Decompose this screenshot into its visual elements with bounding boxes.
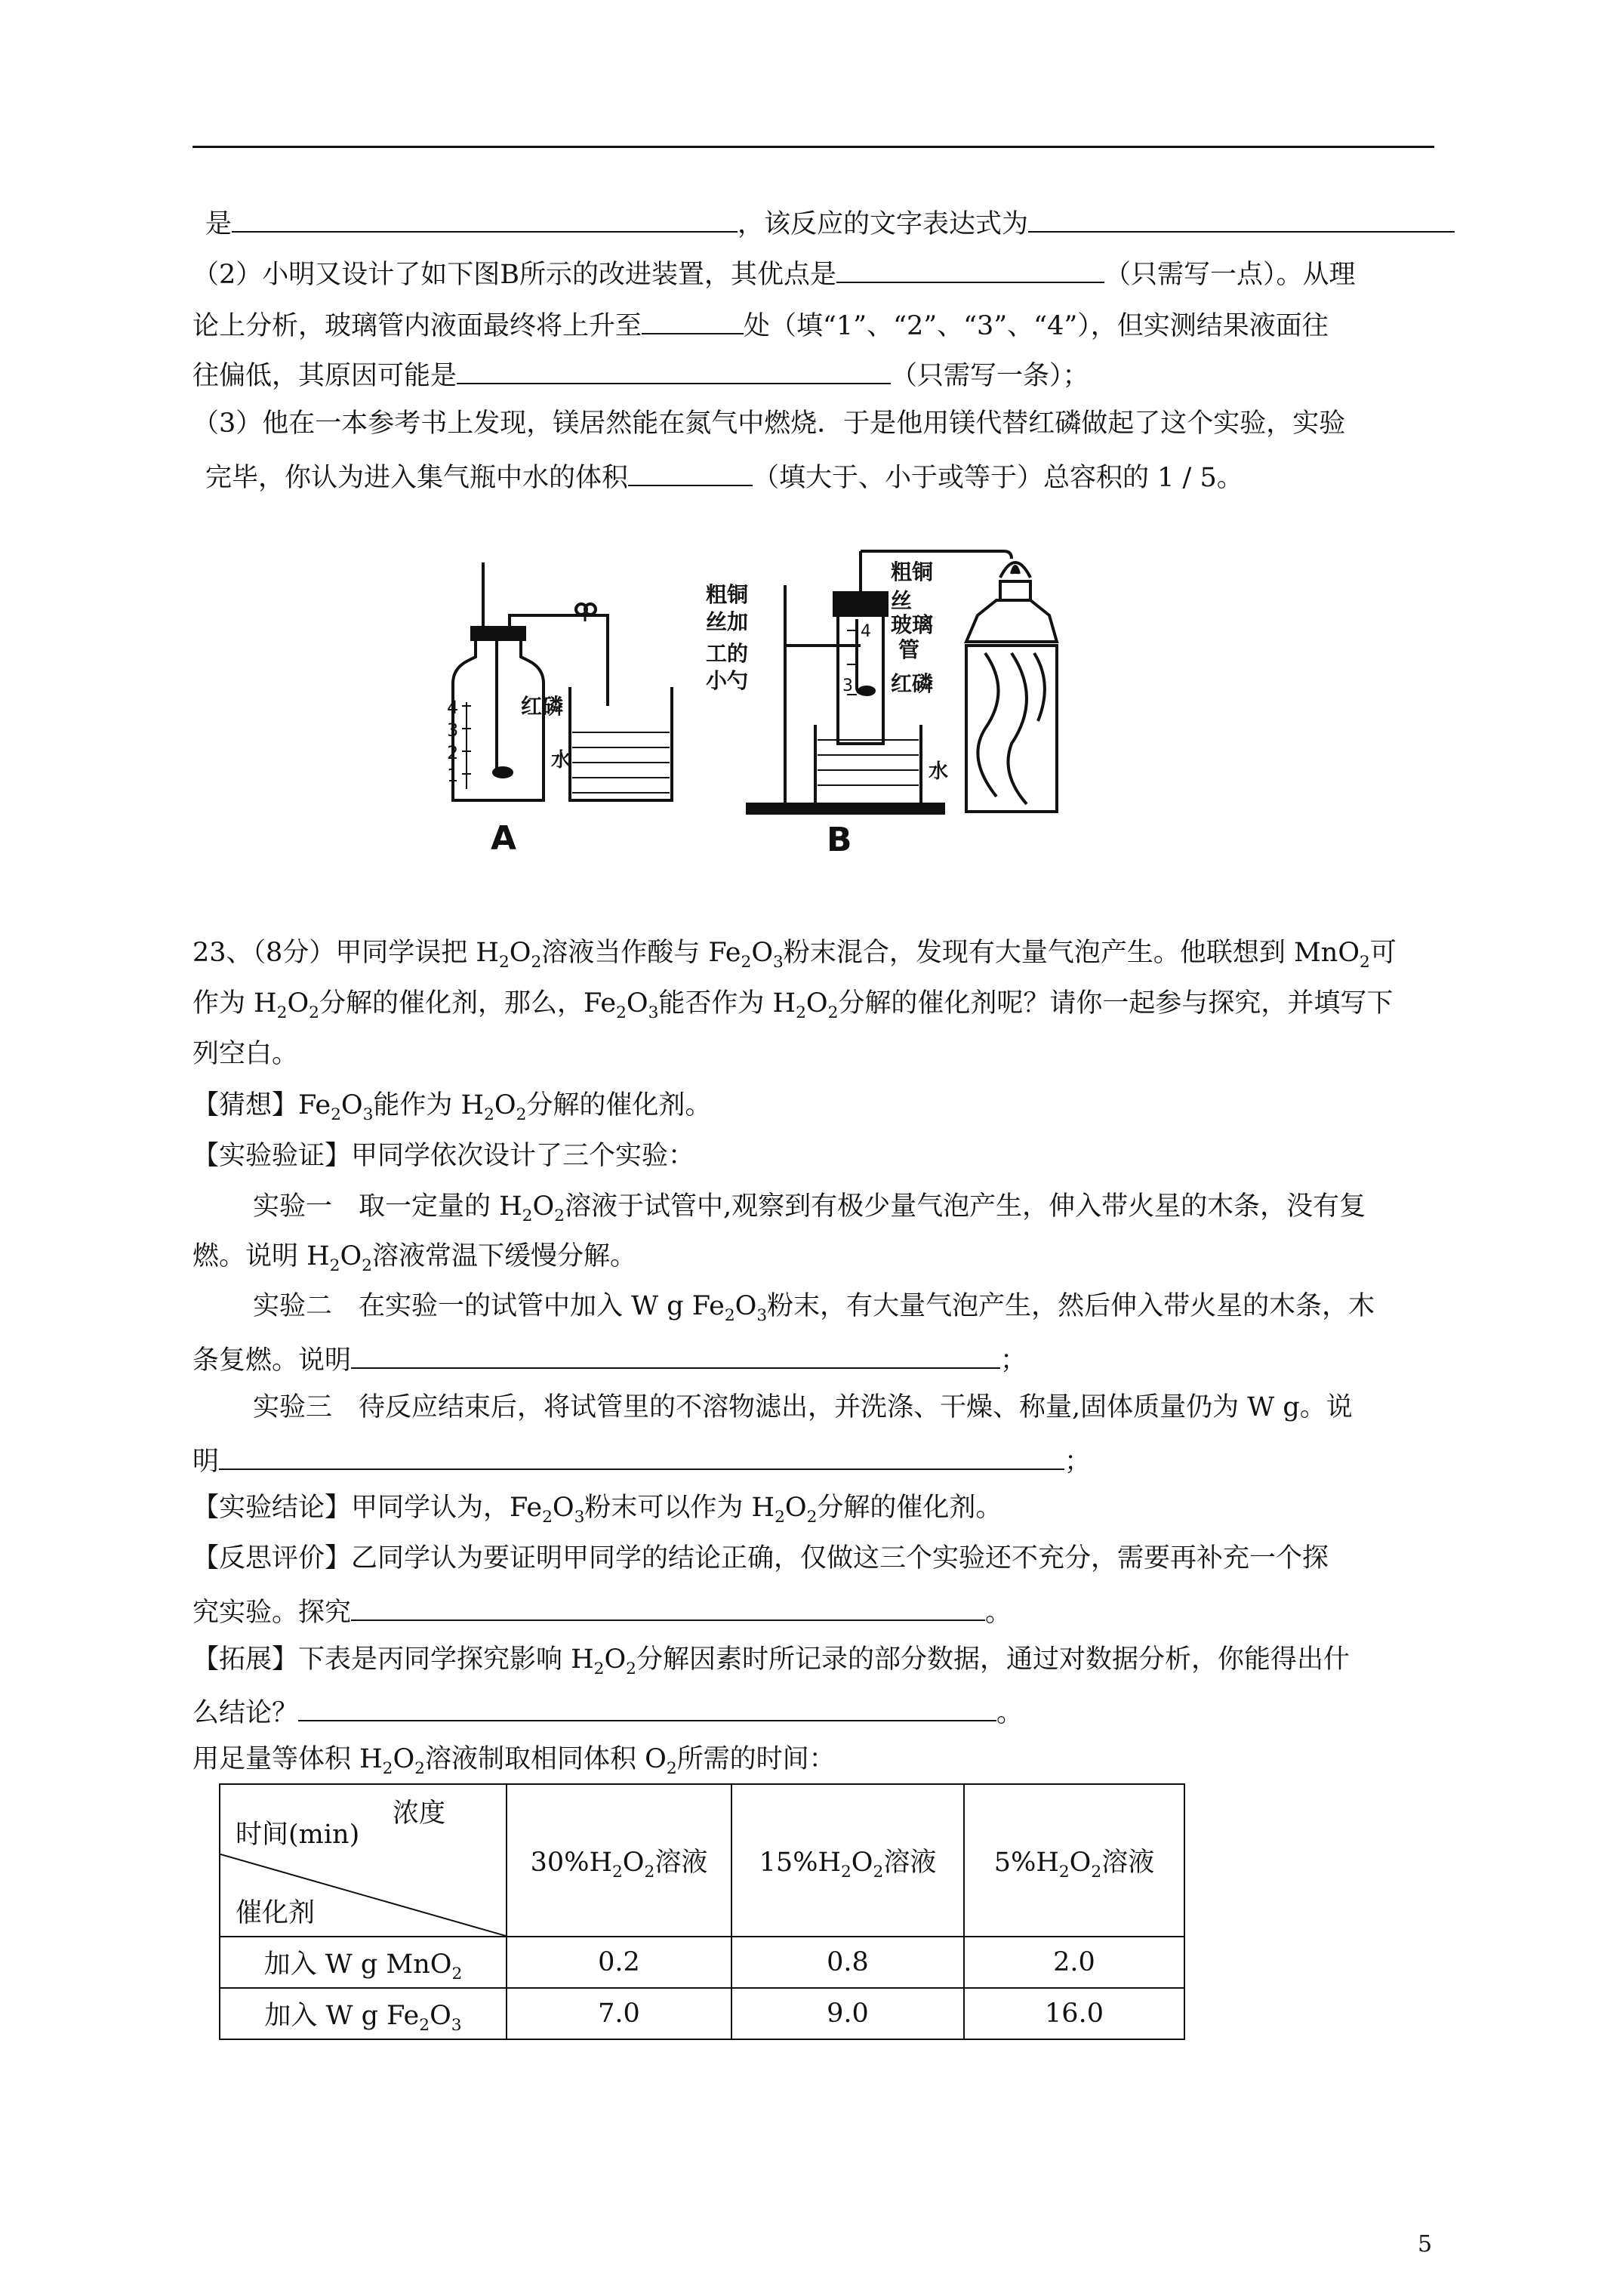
text: （2）小明又设计了如下图B所示的改进装置，其优点是 xyxy=(192,260,836,290)
header-rule xyxy=(192,146,1434,148)
answer-blank[interactable] xyxy=(298,1691,996,1721)
subscript: 2 xyxy=(666,1759,677,1778)
text: 粉末，有大量气泡产生，然后伸入带火星的木条，木 xyxy=(767,1291,1375,1321)
text-line-3 xyxy=(192,304,1329,344)
subscript: 2 xyxy=(827,1003,839,1022)
text: 分解因素时所记录的部分数据，通过对数据分析，你能得出什 xyxy=(636,1644,1350,1675)
text: 能作为 H xyxy=(373,1090,485,1120)
text: 所需的时间： xyxy=(676,1744,836,1774)
subscript: 2 xyxy=(331,1105,341,1124)
text: 实验一 取一定量的 H xyxy=(253,1191,522,1222)
text: 作为 H xyxy=(192,988,277,1019)
subscript: 2 xyxy=(498,953,510,972)
experiment-2-line-2 xyxy=(192,1339,1027,1379)
text: 完毕，你认为进入集气瓶中水的体积 xyxy=(205,463,629,493)
text: 。 xyxy=(985,1598,1012,1628)
label-red-phosphorus-b: 红磷 xyxy=(891,671,934,696)
table-cell: 2.0 xyxy=(964,1937,1184,1988)
table-header-cell: $30\%H_2O_2$溶液 xyxy=(507,1784,731,1937)
text: 分解的催化剂。 xyxy=(817,1493,1002,1523)
text-line-4 xyxy=(192,354,1089,394)
text: （3）他在一本参考书上发现，镁居然能在氮气中燃烧．于是他用镁代替红磷做起了这个实验，实验 xyxy=(192,408,1346,439)
text: 分解的催化剂，那么，Fe xyxy=(319,988,617,1019)
apparatus-b xyxy=(706,551,1057,859)
subscript: 2 xyxy=(775,1508,785,1527)
subscript: 2 xyxy=(329,1256,340,1275)
subscript: 2 xyxy=(626,1660,636,1678)
tick-1-a: 1 xyxy=(447,765,459,786)
figure-label-a: A xyxy=(491,819,517,858)
tick-4-a: 4 xyxy=(447,697,459,718)
text: 溶液当作酸与 Fe xyxy=(541,938,741,968)
text: 用足量等体积 H xyxy=(192,1744,383,1774)
tick-2-a: 2 xyxy=(447,742,459,763)
text-line-5 xyxy=(192,405,1345,442)
subscript: 2 xyxy=(484,1105,494,1124)
text: 能否作为 H xyxy=(658,988,796,1019)
text: 分解的催化剂呢？请你一起参与探究，并填写下 xyxy=(838,988,1394,1019)
q23-line-2: 作为 $H_2O_2$分解的催化剂，那么，$Fe_2O_3$能否作为 $H_2O_2$分解的催化剂呢？请你一起参与探究，并填写下 xyxy=(192,988,1394,1022)
experiment-2-line-1: 实验二 在实验一的试管中加入 W g $Fe_2O_3$粉末，有大量气泡产生，然后伸入带火星的木条，木 xyxy=(253,1291,1375,1325)
subscript: 2 xyxy=(414,1759,425,1778)
table-row xyxy=(220,1988,1184,2039)
subscript: 3 xyxy=(648,1003,659,1022)
text: 往偏低，其原因可能是 xyxy=(192,361,457,391)
subscript: 2 xyxy=(1360,953,1370,972)
text-line-6 xyxy=(205,456,1243,496)
text: ，该反应的文字表达式为 xyxy=(738,209,1029,239)
subscript: 2 xyxy=(382,1759,393,1778)
text: 【猜想】Fe xyxy=(192,1090,331,1120)
text: 究实验。探究 xyxy=(192,1598,352,1628)
label-red-phosphorus-a xyxy=(521,694,563,719)
answer-blank[interactable] xyxy=(351,1339,1000,1369)
subscript: 2 xyxy=(806,1508,818,1527)
experiment-3-line-1 xyxy=(253,1389,1353,1425)
label-glass-tube: 玻璃 管 xyxy=(891,612,934,662)
answer-blank[interactable] xyxy=(1028,202,1455,233)
verify-line xyxy=(192,1138,694,1174)
apparatus-a xyxy=(447,562,672,858)
subscript: 2 xyxy=(522,1207,533,1225)
table-row xyxy=(220,1937,1184,1988)
answer-blank[interactable] xyxy=(232,202,738,233)
text: 23、（8分）甲同学误把 H xyxy=(192,938,499,968)
text: （填大于、小于或等于）总容积的 1 / 5。 xyxy=(753,463,1243,493)
table-cell: 7.0 xyxy=(507,1988,731,2039)
table-cell: 16.0 xyxy=(964,1988,1184,2039)
subscript: 2 xyxy=(362,1256,372,1275)
guess-line: 【猜想】$Fe_2O_3$能作为 $H_2O_2$分解的催化剂。 xyxy=(192,1090,712,1124)
label-spoon: 粗铜 丝加 工的 小勺 xyxy=(706,582,749,693)
text: ； xyxy=(1064,1447,1092,1477)
label-water-a: 水 xyxy=(551,749,571,772)
reflection-line-1 xyxy=(192,1540,1329,1576)
extension-line-2 xyxy=(192,1691,1023,1731)
table-cell: 9.0 xyxy=(731,1988,964,2039)
table-cell: 0.2 xyxy=(507,1937,731,1988)
corner-label-concentration: 浓度 xyxy=(393,1798,446,1829)
conclusion-line: 【实验结论】甲同学认为，$Fe_2O_3$粉末可以作为 $H_2O_2$分解的催化剂。 xyxy=(192,1493,1002,1527)
text-line-2 xyxy=(192,253,1356,293)
text: 溶液常温下缓慢分解。 xyxy=(371,1241,636,1271)
text: 么结论？ xyxy=(192,1698,299,1728)
apparatus-figure xyxy=(438,547,1117,864)
subscript: 3 xyxy=(756,1306,768,1325)
text: 燃。说明 H xyxy=(192,1241,330,1271)
text: 溶液于试管中,观察到有极少量气泡产生，伸入带火星的木条，没有复 xyxy=(564,1191,1366,1222)
subscript: 2 xyxy=(554,1207,565,1225)
subscript: 2 xyxy=(531,953,542,972)
label-water-b: 水 xyxy=(929,760,949,783)
text: 实验三 待反应结束后，将试管里的不溶物滤出，并洗涤、干燥、称量,固体质量仍为 W g。说 xyxy=(253,1392,1353,1422)
experiment-3-line-2 xyxy=(192,1440,1091,1480)
text: 明 xyxy=(192,1447,220,1477)
text-line-1 xyxy=(205,202,1455,242)
text: 是 xyxy=(205,209,233,239)
subscript: 2 xyxy=(741,953,752,972)
tick-3-a: 3 xyxy=(447,720,459,741)
answer-blank[interactable] xyxy=(219,1440,1064,1470)
label-copper: 粗铜 丝 xyxy=(891,559,934,613)
text: 。 xyxy=(996,1698,1024,1728)
table-header-cell: $5\%H_2O_2$溶液 xyxy=(964,1784,1184,1937)
figure-label-b: B xyxy=(827,821,852,859)
text: 溶液制取相同体积 O xyxy=(424,1744,667,1774)
subscript: 2 xyxy=(542,1508,553,1527)
subscript: 3 xyxy=(362,1105,374,1124)
text: 列空白。 xyxy=(192,1039,299,1069)
text: （只需写一条）； xyxy=(891,361,1089,391)
q23-line-3 xyxy=(192,1036,298,1072)
subscript: 2 xyxy=(616,1003,627,1022)
text: 实验二 在实验一的试管中加入 W g Fe xyxy=(253,1291,725,1321)
answer-blank[interactable] xyxy=(836,253,1104,283)
data-table xyxy=(219,1783,1185,2040)
experiment-1-line-2: 燃。说明 $H_2O_2$溶液常温下缓慢分解。 xyxy=(192,1241,636,1275)
text: 【反思评价】乙同学认为要证明甲同学的结论正确，仅做这三个实验还不充分，需要再补充一个探 xyxy=(192,1543,1329,1573)
row-label-fe2o3: 加入 W g $Fe_2O_3$ xyxy=(220,1988,507,2039)
text: 可 xyxy=(1369,938,1397,968)
subscript: 2 xyxy=(593,1660,605,1678)
corner-label-catalyst: 催化剂 xyxy=(236,1898,316,1928)
subscript: 2 xyxy=(724,1306,735,1325)
text: 【实验结论】甲同学认为，Fe xyxy=(192,1493,543,1523)
experiment-1-line-1: 实验一 取一定量的 $H_2O_2$溶液于试管中,观察到有极少量气泡产生，伸入带火星的木条，没有复 xyxy=(253,1191,1366,1225)
text: 【实验验证】甲同学依次设计了三个实验： xyxy=(192,1141,695,1171)
subscript: 3 xyxy=(574,1508,585,1527)
extension-line-1: 【拓展】下表是丙同学探究影响 $H_2O_2$分解因素时所记录的部分数据，通过对数据分析，你能得出什 xyxy=(192,1644,1350,1678)
subscript: 2 xyxy=(276,1003,288,1022)
subscript: 2 xyxy=(796,1003,806,1022)
subscript: 2 xyxy=(516,1105,527,1124)
text: 粉末可以作为 H xyxy=(584,1493,775,1523)
tick-4-b: 4 xyxy=(861,622,871,641)
q23-line-1: 23、（8分）甲同学误把 $H_2O_2$溶液当作酸与 $Fe_2O_3$粉末混合，发现有大量气泡产生。他联想到 MnO$_2$可 xyxy=(192,938,1397,972)
answer-blank[interactable] xyxy=(642,304,744,334)
row-label-mno2: 加入 W g MnO$_2$ xyxy=(220,1937,507,1988)
text: （只需写一点）。从理 xyxy=(1104,260,1356,290)
subscript: 3 xyxy=(773,953,784,972)
reflection-line-2 xyxy=(192,1591,1012,1631)
table-corner-cell xyxy=(220,1784,507,1937)
text: 论上分析，玻璃管内液面最终将上升至 xyxy=(192,311,642,341)
subscript: 2 xyxy=(309,1003,319,1022)
label-text: 红磷 xyxy=(521,694,564,719)
answer-blank[interactable] xyxy=(457,354,891,384)
page-number: 5 xyxy=(1418,2231,1433,2257)
text: 粉末混合，发现有大量气泡产生。他联想到 MnO xyxy=(783,938,1360,968)
text: 条复燃。说明 xyxy=(192,1345,352,1376)
text: 分解的催化剂。 xyxy=(526,1090,712,1120)
tick-3-b: 3 xyxy=(842,676,853,695)
answer-blank[interactable] xyxy=(628,456,753,486)
table-header-row xyxy=(220,1784,1184,1937)
text: ； xyxy=(1000,1345,1027,1376)
text: 【拓展】下表是丙同学探究影响 H xyxy=(192,1644,594,1675)
table-cell: 0.8 xyxy=(731,1937,964,1988)
text: 处（填“1”、“2”、“3”、“4”），但实测结果液面往 xyxy=(744,311,1329,341)
table-caption: 用足量等体积 $H_2O_2$溶液制取相同体积 $O_2$所需的时间： xyxy=(192,1744,836,1778)
answer-blank[interactable] xyxy=(351,1591,985,1621)
table-header-cell: $15\%H_2O_2$溶液 xyxy=(731,1784,964,1937)
corner-label-time: 时间(min) xyxy=(236,1820,360,1850)
